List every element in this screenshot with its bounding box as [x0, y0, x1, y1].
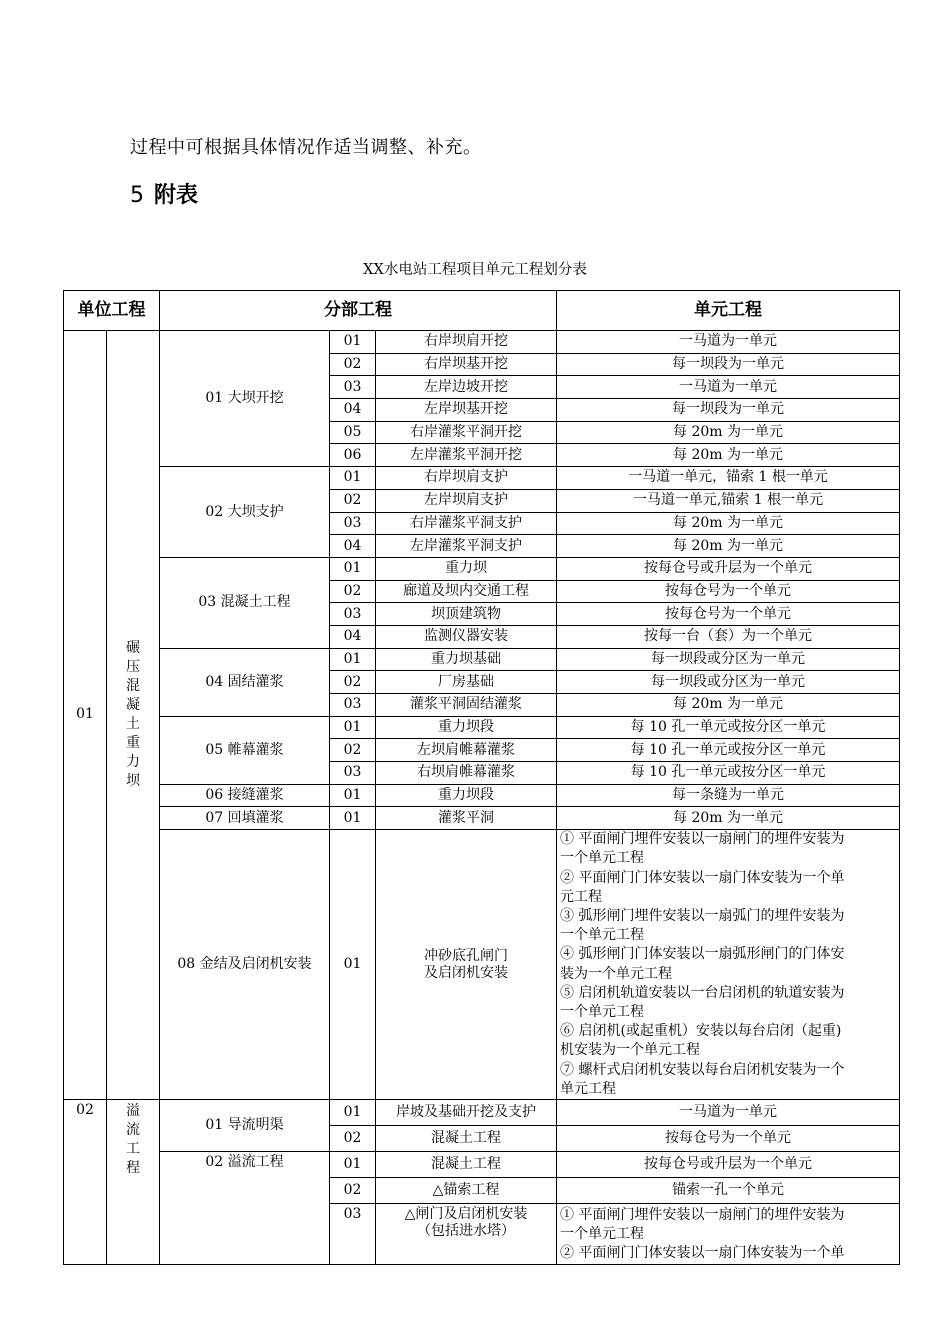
- row-no: 06: [330, 444, 376, 467]
- row-unit: 一马道为一单元: [557, 1099, 900, 1125]
- unit-code-01: 01: [64, 331, 107, 1100]
- row-unit: 每 20m 为一单元: [557, 444, 900, 467]
- row-unit: 按每仓号或升层为一个单元: [557, 1151, 900, 1177]
- row-item: 左岸灌浆平洞支护: [376, 535, 557, 558]
- row-no: 03: [330, 1203, 376, 1264]
- row-no: 03: [330, 376, 376, 399]
- row-no: 02: [330, 489, 376, 512]
- row-no: 02: [330, 671, 376, 694]
- row-item: 重力坝: [376, 557, 557, 580]
- row-unit: 每一坝段或分区为一单元: [557, 671, 900, 694]
- row-item: △锚索工程: [376, 1177, 557, 1203]
- table-row: [64, 716, 900, 739]
- row-unit: 按每仓号为一个单元: [557, 603, 900, 626]
- row-item: 左岸边坡开挖: [376, 376, 557, 399]
- table-caption: XX水电站工程项目单元工程划分表: [363, 262, 587, 278]
- row-unit: 一马道为一单元: [557, 331, 900, 354]
- row-no: 03: [330, 694, 376, 717]
- division-name: 02 溢流工程: [160, 1151, 330, 1264]
- section-title: 附表: [154, 183, 199, 208]
- row-item: 右坝肩帷幕灌浆: [376, 762, 557, 785]
- table-row: [64, 807, 900, 830]
- table-row: [64, 557, 900, 580]
- row-no: 03: [330, 512, 376, 535]
- row-item: 混凝土工程: [376, 1151, 557, 1177]
- row-no: 05: [330, 421, 376, 444]
- row-no: 02: [330, 739, 376, 762]
- row-item: 右岸坝肩支护: [376, 467, 557, 490]
- row-unit-desc: ① 平面闸门埋件安装以一扇闸门的埋件安装为 一个单元工程 ② 平面闸门门体安装以一扇门体安装为一个单 元工程 ③ 弧形闸门埋件安装以一扇弧门的埋件安装为 一个单元工程 ④ 弧形闸门门体安装以一扇弧形闸门的门体安 装为一个单元工程 ⑤ 启闭机轨道安装以一台启闭机的轨道安装为 一个单元工程 ⑥ 启闭机(或起重机）安装以每台启闭（起重) 机安装为一个单元工程 ⑦ 螺杆式启闭机安装以每台启闭机安装为一个 单元工程: [557, 830, 900, 1100]
- row-unit: 一马道为一单元: [557, 376, 900, 399]
- row-no: 01: [330, 557, 376, 580]
- row-unit: 按每仓号为一个单元: [557, 580, 900, 603]
- row-no: 01: [330, 467, 376, 490]
- row-no: 01: [330, 1151, 376, 1177]
- row-unit: 每一坝段或分区为一单元: [557, 648, 900, 671]
- row-unit: 一马道一单元，锚索 1 根一单元: [557, 467, 900, 490]
- row-item: 坝顶建筑物: [376, 603, 557, 626]
- row-item: 左岸坝基开挖: [376, 399, 557, 422]
- table-row: [64, 784, 900, 807]
- table-row: [64, 648, 900, 671]
- unit-name-02: 溢流工程: [107, 1099, 160, 1264]
- row-unit: 每 20m 为一单元: [557, 512, 900, 535]
- row-unit: 按每一台（套）为一个单元: [557, 625, 900, 648]
- row-no: 01: [330, 784, 376, 807]
- row-no: 01: [330, 807, 376, 830]
- row-no: 04: [330, 399, 376, 422]
- row-item: 混凝土工程: [376, 1125, 557, 1151]
- row-unit: 每 20m 为一单元: [557, 421, 900, 444]
- row-unit: 每一坝段为一单元: [557, 353, 900, 376]
- table-row: [64, 830, 900, 1100]
- row-item: 右岸坝基开挖: [376, 353, 557, 376]
- row-item: 厂房基础: [376, 671, 557, 694]
- row-no: 03: [330, 603, 376, 626]
- row-no: 02: [330, 353, 376, 376]
- row-no: 03: [330, 762, 376, 785]
- row-unit: 每 10 孔一单元或按分区一单元: [557, 716, 900, 739]
- section-number: 5: [130, 183, 144, 208]
- row-unit: 每 20m 为一单元: [557, 807, 900, 830]
- row-no: 04: [330, 625, 376, 648]
- body-paragraph: 过程中可根据具体情况作适当调整、补充。: [130, 137, 482, 158]
- row-no: 01: [330, 830, 376, 1100]
- division-name: 02 大坝支护: [160, 467, 330, 558]
- row-item: 冲砂底孔闸门 及启闭机安装: [376, 830, 557, 1100]
- row-item: 右岸灌浆平洞支护: [376, 512, 557, 535]
- row-item: 监测仪器安装: [376, 625, 557, 648]
- row-item: 左坝肩帷幕灌浆: [376, 739, 557, 762]
- row-no: 02: [330, 580, 376, 603]
- unit-code-02: 02: [64, 1099, 107, 1264]
- row-no: 01: [330, 1099, 376, 1125]
- row-item: 重力坝基础: [376, 648, 557, 671]
- row-item: 右岸坝肩开挖: [376, 331, 557, 354]
- division-name: 06 接缝灌浆: [160, 784, 330, 807]
- header-division: 分部工程: [160, 291, 557, 331]
- division-table: [63, 290, 900, 1265]
- row-unit: 每 20m 为一单元: [557, 694, 900, 717]
- row-unit: 每一坝段为一单元: [557, 399, 900, 422]
- table-row: [64, 331, 900, 354]
- row-item: 重力坝段: [376, 784, 557, 807]
- row-unit: 每 10 孔一单元或按分区一单元: [557, 762, 900, 785]
- table-row: [64, 467, 900, 490]
- row-item: 左岸灌浆平洞开挖: [376, 444, 557, 467]
- unit-name-01: 碾压混凝土重力坝: [107, 331, 160, 1100]
- row-no: 02: [330, 1125, 376, 1151]
- table-row: [64, 1099, 900, 1125]
- row-item: 廊道及坝内交通工程: [376, 580, 557, 603]
- row-no: 01: [330, 331, 376, 354]
- row-unit: 每 10 孔一单元或按分区一单元: [557, 739, 900, 762]
- row-item: △闸门及启闭机安装 （包括进水塔）: [376, 1203, 557, 1264]
- division-name: 08 金结及启闭机安装: [160, 830, 330, 1100]
- row-unit: 按每仓号为一个单元: [557, 1125, 900, 1151]
- division-name: 04 固结灌浆: [160, 648, 330, 716]
- row-no: 04: [330, 535, 376, 558]
- row-item: 右岸灌浆平洞开挖: [376, 421, 557, 444]
- division-name: 01 导流明渠: [160, 1099, 330, 1151]
- division-name: 05 帷幕灌浆: [160, 716, 330, 784]
- header-element: 单元工程: [557, 291, 900, 331]
- row-item: 岸坡及基础开挖及支护: [376, 1099, 557, 1125]
- row-item: 灌浆平洞固结灌浆: [376, 694, 557, 717]
- row-unit: 一马道一单元,锚索 1 根一单元: [557, 489, 900, 512]
- division-name: 01 大坝开挖: [160, 331, 330, 467]
- division-name: 03 混凝土工程: [160, 557, 330, 648]
- division-name: 07 回填灌浆: [160, 807, 330, 830]
- row-unit: 每一条缝为一单元: [557, 784, 900, 807]
- row-no: 01: [330, 716, 376, 739]
- table-row: [64, 1151, 900, 1177]
- row-unit: 锚索一孔一个单元: [557, 1177, 900, 1203]
- row-item: 灌浆平洞: [376, 807, 557, 830]
- header-unit: 单位工程: [64, 291, 160, 331]
- row-unit: 每 20m 为一单元: [557, 535, 900, 558]
- row-unit: 按每仓号或升层为一个单元: [557, 557, 900, 580]
- row-unit-desc: ① 平面闸门埋件安装以一扇闸门的埋件安装为 一个单元工程 ② 平面闸门门体安装以一扇门体安装为一个单: [557, 1203, 900, 1264]
- row-item: 左岸坝肩支护: [376, 489, 557, 512]
- row-no: 01: [330, 648, 376, 671]
- section-heading: [130, 178, 198, 209]
- row-no: 02: [330, 1177, 376, 1203]
- row-item: 重力坝段: [376, 716, 557, 739]
